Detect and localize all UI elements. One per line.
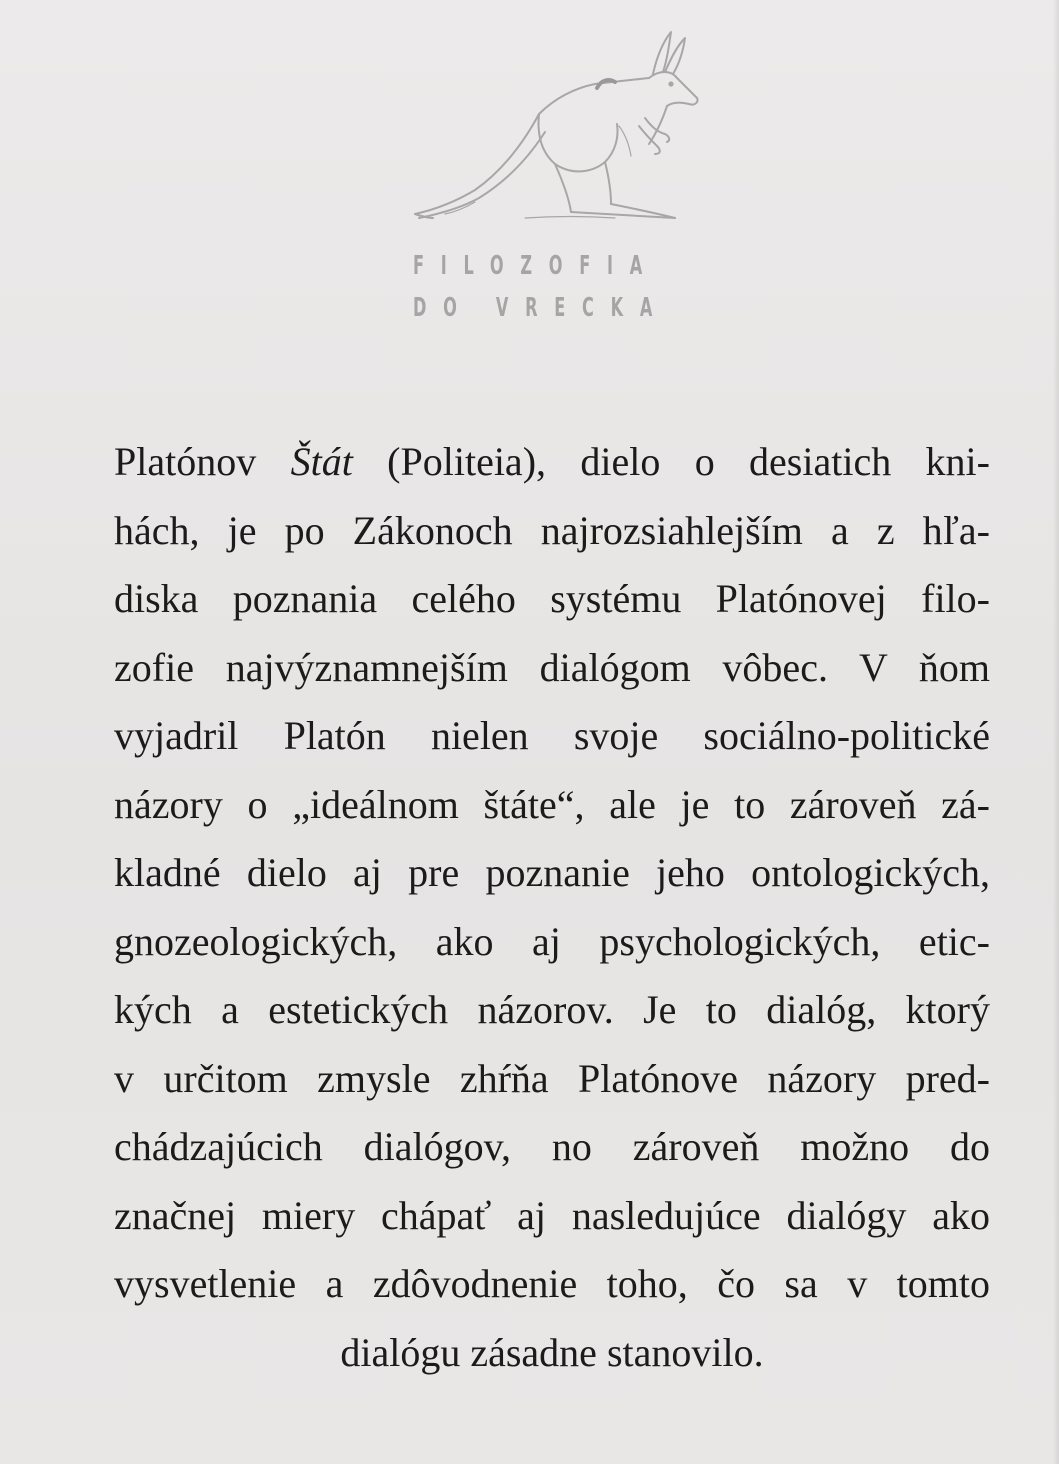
description-line [114, 428, 990, 497]
book-description [114, 428, 990, 1387]
kangaroo-sketch-icon [405, 22, 705, 232]
description-line: kých a estetických názorov. Je to dialóg, ktorý [114, 987, 990, 1032]
description-text: (Politeia), dielo o desiatich kni- [352, 439, 990, 484]
description-line: značnej miery chápať aj nasledujúce dialógy ako [114, 1192, 990, 1238]
book-title-italic: Štát [290, 439, 353, 484]
description-line: hách, je po Zákonoch najrozsiahlejším a z hľa- [114, 507, 990, 553]
description-line: diska poznania celého systému Platónovej filo- [114, 576, 990, 621]
description-line: vyjadril Platón nielen svoje sociálno-politické [114, 713, 990, 758]
description-line: chádzajúcich dialógov, no zároveň možno do [114, 1124, 990, 1169]
description-line: gnozeologických, ako aj psychologických, etic- [114, 918, 990, 964]
series-title-line-1: FILOZOFIA [413, 251, 659, 281]
description-line: kladné dielo aj pre poznanie jeho ontologických, [114, 850, 990, 895]
description-line: dialógu zásadne stanovilo. [340, 1329, 764, 1375]
description-line: zofie najvýznamnejším dialógom vôbec. V ňom [114, 644, 990, 690]
description-line: vysvetlenie a zdôvodnenie toho, čo sa v tomto [114, 1261, 990, 1306]
description-line: v určitom zmysle zhŕňa Platónove názory pred- [114, 1055, 990, 1101]
series-title-line-2: DO VRECKA [413, 293, 670, 323]
description-text: Platónov [114, 439, 291, 484]
description-line: názory o „ideálnom štáte“, ale je to zároveň zá- [114, 781, 990, 827]
page-edge-shadow [1053, 0, 1059, 1464]
